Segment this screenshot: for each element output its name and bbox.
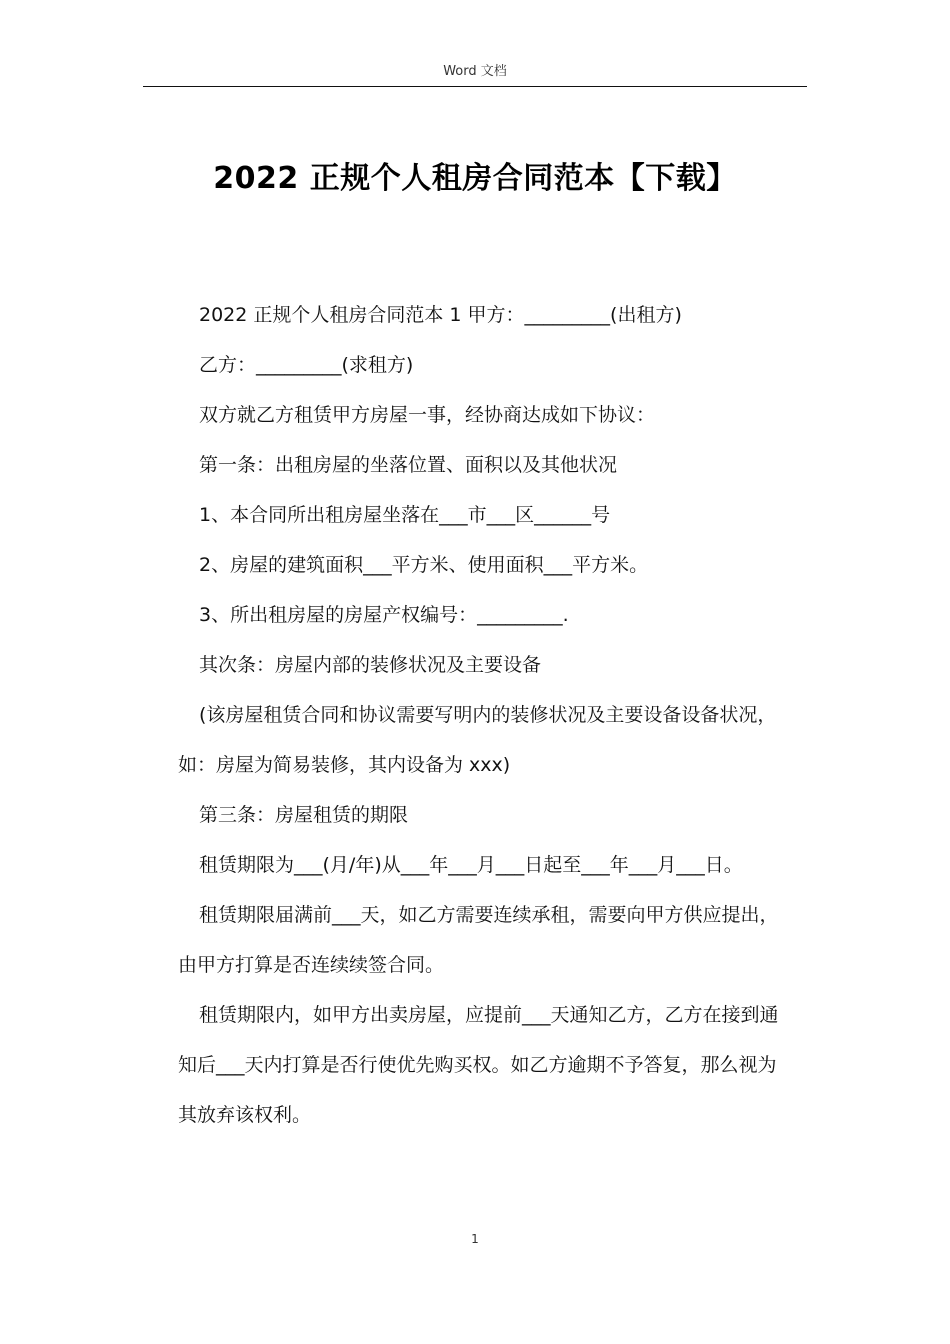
paragraph-item-location: 1、本合同所出租房屋坐落在___市___区______号 xyxy=(199,504,611,526)
paragraph-item-property-number: 3、所出租房屋的房屋产权编号：_________. xyxy=(199,604,569,626)
page-header: Word 文档 xyxy=(443,64,507,79)
paragraph-party-a: 2022 正规个人租房合同范本 1 甲方：_________(出租方) xyxy=(199,304,682,326)
paragraph-renewal: 租赁期限届满前___天，如乙方需要连续承租，需要向甲方供应提出，由甲方打算是否连续续签合同。 xyxy=(178,904,779,976)
document-title: 2022 正规个人租房合同范本【下载】 xyxy=(213,161,737,196)
paragraph-item-area: 2、房屋的建筑面积___平方米、使用面积___平方米。 xyxy=(199,554,649,576)
paragraph-party-b: 乙方：_________(求租方) xyxy=(199,354,414,376)
header-divider xyxy=(143,86,807,87)
paragraph-article-three: 第三条：房屋租赁的期限 xyxy=(199,804,409,826)
paragraph-priority-purchase: 租赁期限内，如甲方出卖房屋，应提前___天通知乙方，乙方在接到通知后___天内打算是否行使优先购买权。如乙方逾期不予答复，那么视为其放弃该权利。 xyxy=(178,1004,779,1126)
paragraph-agreement-intro: 双方就乙方租赁甲方房屋一事，经协商达成如下协议： xyxy=(199,404,656,426)
paragraph-article-one: 第一条：出租房屋的坐落位置、面积以及其他状况 xyxy=(199,454,618,476)
paragraph-article-two: 其次条：房屋内部的装修状况及主要设备 xyxy=(199,654,542,676)
paragraph-lease-term: 租赁期限为___(月/年)从___年___月___日起至___年___月___日。 xyxy=(199,854,743,876)
document-body xyxy=(178,290,793,1140)
page-number: 1 xyxy=(471,1232,479,1246)
paragraph-decoration-note: (该房屋租赁合同和协议需要写明内的装修状况及主要设备设备状况，如：房屋为简易装修，其内设备为 xxx) xyxy=(178,704,777,776)
